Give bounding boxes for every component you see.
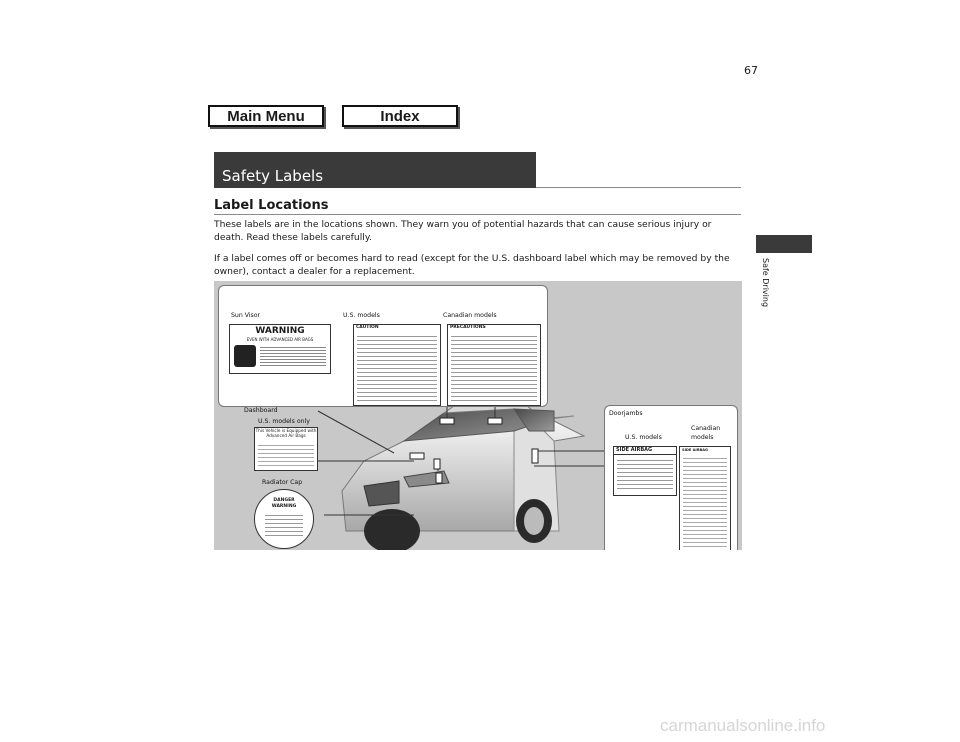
section-tab-text: Safe Driving xyxy=(761,258,770,308)
title-divider xyxy=(536,187,741,188)
intro-paragraph: These labels are in the locations shown. They warn you of potential hazards that can cause serious injury or death. Read these labels carefully. xyxy=(214,219,712,243)
caution-label-title: CAUTION xyxy=(356,325,379,330)
sun-visor-caption: Sun Visor xyxy=(231,312,261,319)
warning-label-text-lines xyxy=(260,345,326,367)
warning-pictogram-icon xyxy=(234,345,256,367)
doorjambs-caption: Doorjambs xyxy=(609,410,643,417)
page-number: 67 xyxy=(744,64,758,77)
section-tab-label xyxy=(758,258,772,318)
index-button[interactable]: Index xyxy=(342,105,458,127)
label-locations-figure xyxy=(214,281,742,550)
precautions-label-text-lines xyxy=(451,333,537,401)
radiator-label-text-lines xyxy=(265,512,303,538)
side-airbag-label-ca-title: SIDE AIRBAG xyxy=(682,448,708,452)
radiator-warning-text: WARNING xyxy=(271,504,297,509)
doorjamb-canadian-caption-1: Canadian xyxy=(691,425,721,432)
side-airbag-label-us-title: SIDE AIRBAG xyxy=(614,447,676,455)
us-models-caption: U.S. models xyxy=(343,312,380,319)
warning-label-title: WARNING xyxy=(255,326,305,336)
side-airbag-label-us xyxy=(613,446,677,496)
caution-label-text-lines xyxy=(357,333,437,401)
sun-visor-callout xyxy=(218,285,548,407)
dashboard-label xyxy=(254,427,318,471)
watermark: carmanualsonline.info xyxy=(660,716,826,735)
doorjambs-callout xyxy=(604,405,738,550)
section-heading: Label Locations xyxy=(214,198,329,213)
canadian-models-caption: Canadian models xyxy=(443,312,497,319)
dashboard-caption: Dashboard xyxy=(244,407,278,414)
radiator-cap-caption: Radiator Cap xyxy=(262,479,303,486)
precautions-label-title: PRECAUTIONS xyxy=(450,325,486,330)
radiator-cap-label xyxy=(254,489,314,549)
dashboard-label-line-2: Advanced Air Bags xyxy=(266,433,306,438)
caution-label xyxy=(353,324,441,406)
side-airbag-label-canadian xyxy=(679,446,731,550)
car-grille xyxy=(364,481,399,506)
dashboard-label-line-1: This Vehicle is Equipped with xyxy=(255,428,317,433)
doorjamb-us-caption: U.S. models xyxy=(625,434,662,441)
main-menu-button[interactable]: Main Menu xyxy=(208,105,324,127)
dashboard-label-text-lines xyxy=(258,442,314,467)
section-tab[interactable] xyxy=(756,235,812,253)
replacement-paragraph: If a label comes off or becomes hard to read (except for the U.S. dashboard label which may be removed by the owner), contact a dealer for a replacement. xyxy=(214,253,730,277)
page-title: Safety Labels xyxy=(222,167,324,185)
precautions-label xyxy=(447,324,541,406)
doorjamb-canadian-caption-2: models xyxy=(691,434,714,441)
side-airbag-us-text-lines xyxy=(617,457,673,491)
heading-divider xyxy=(214,214,741,215)
us-models-only-caption: U.S. models only xyxy=(258,418,310,425)
warning-label xyxy=(229,324,331,374)
radiator-danger-text: DANGER xyxy=(273,498,295,503)
side-airbag-ca-text-lines xyxy=(683,455,727,547)
section-title-bar xyxy=(214,152,536,188)
warning-label-subtitle: EVEN WITH ADVANCED AIR BAGS xyxy=(246,337,314,342)
